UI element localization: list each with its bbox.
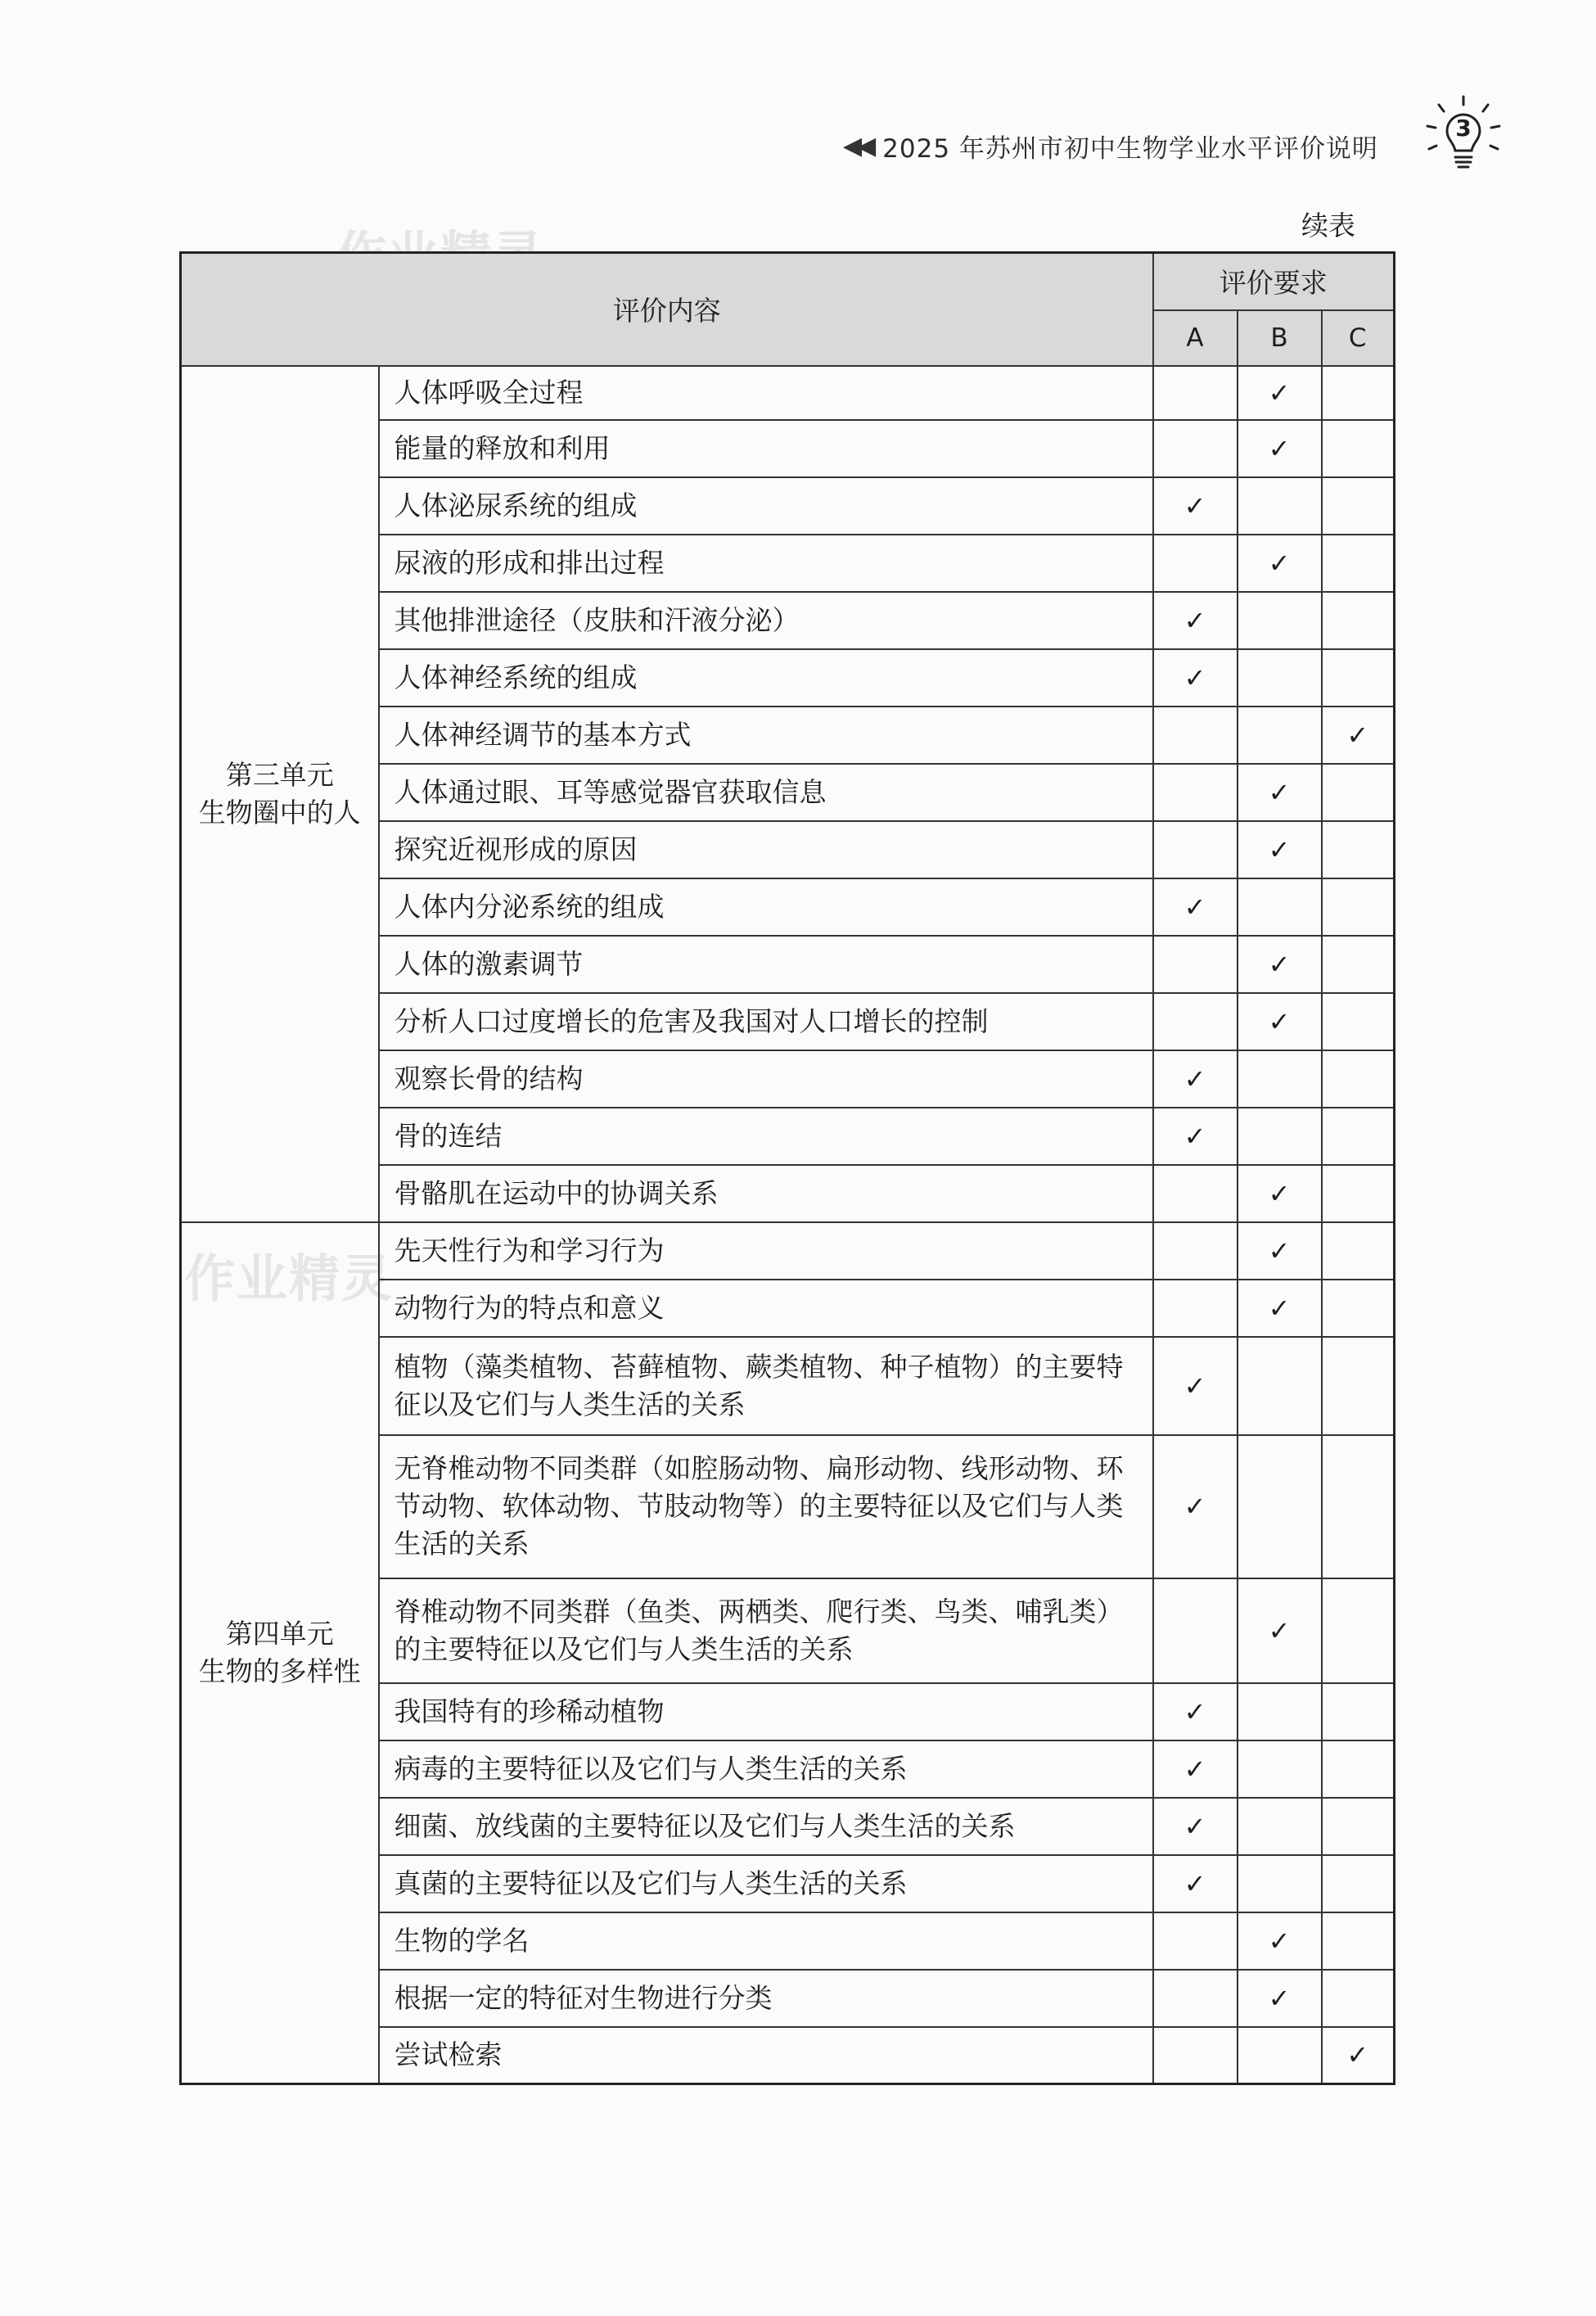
level-c-cell <box>1322 1222 1395 1280</box>
level-c-cell <box>1322 2027 1395 2084</box>
check-mark-icon: ✓ <box>1183 604 1206 636</box>
level-a-cell <box>1153 1050 1238 1108</box>
content-item: 尝试检索 <box>379 2027 1153 2084</box>
header-level-c: C <box>1322 310 1395 366</box>
table-row <box>181 366 1395 420</box>
unit-title: 生物的多样性 <box>198 1655 361 1687</box>
content-item: 其他排泄途径（皮肤和汗液分泌） <box>379 592 1153 649</box>
level-b-cell <box>1238 477 1322 535</box>
check-mark-icon: ✓ <box>1268 1925 1291 1957</box>
level-a-cell <box>1153 1337 1238 1435</box>
level-b-cell <box>1238 420 1322 477</box>
content-item: 真菌的主要特征以及它们与人类生活的关系 <box>379 1855 1153 1912</box>
level-b-cell <box>1238 592 1322 649</box>
level-c-cell <box>1322 936 1395 993</box>
check-mark-icon: ✓ <box>1268 1982 1291 2014</box>
level-c-cell <box>1322 649 1395 707</box>
level-b-cell <box>1238 1798 1322 1855</box>
level-b-cell <box>1238 1578 1322 1683</box>
lightbulb-page-icon <box>1422 92 1513 182</box>
check-mark-icon: ✓ <box>1183 891 1206 923</box>
level-c-cell <box>1322 1435 1395 1578</box>
level-a-cell <box>1153 1578 1238 1683</box>
level-c-cell <box>1322 1855 1395 1912</box>
level-c-cell <box>1322 1798 1395 1855</box>
check-mark-icon: ✓ <box>1346 2039 1369 2071</box>
level-b-cell <box>1238 1165 1322 1222</box>
check-mark-icon: ✓ <box>1268 948 1291 980</box>
level-b-cell <box>1238 1740 1322 1798</box>
level-a-cell <box>1153 1435 1238 1578</box>
double-arrow-icon: ◀◀ <box>843 131 872 160</box>
content-item: 我国特有的珍稀动植物 <box>379 1683 1153 1740</box>
content-item: 人体神经系统的组成 <box>379 649 1153 707</box>
header-content: 评价内容 <box>181 253 1153 366</box>
level-b-cell <box>1238 1435 1322 1578</box>
level-a-cell <box>1153 764 1238 821</box>
level-b-cell <box>1238 878 1322 936</box>
level-b-cell <box>1238 1222 1322 1280</box>
level-a-cell <box>1153 821 1238 878</box>
check-mark-icon: ✓ <box>1183 661 1206 693</box>
level-c-cell <box>1322 764 1395 821</box>
level-c-cell <box>1322 1578 1395 1683</box>
level-b-cell <box>1238 993 1322 1050</box>
level-a-cell <box>1153 707 1238 764</box>
check-mark-icon: ✓ <box>1268 1292 1291 1324</box>
unit-number: 第四单元 <box>225 1617 334 1650</box>
level-b-cell <box>1238 936 1322 993</box>
level-c-cell <box>1322 1683 1395 1740</box>
check-mark-icon: ✓ <box>1268 1614 1291 1646</box>
level-a-cell <box>1153 1912 1238 1970</box>
content-item: 植物（藻类植物、苔藓植物、蕨类植物、种子植物）的主要特征以及它们与人类生活的关系 <box>379 1337 1153 1435</box>
level-a-cell <box>1153 2027 1238 2084</box>
level-c-cell <box>1322 821 1395 878</box>
level-b-cell <box>1238 1280 1322 1337</box>
level-a-cell <box>1153 1683 1238 1740</box>
header-level-b: B <box>1238 310 1322 366</box>
content-item: 动物行为的特点和意义 <box>379 1280 1153 1337</box>
level-b-cell <box>1238 1970 1322 2027</box>
continued-label: 续表 <box>1301 210 1355 242</box>
level-c-cell <box>1322 477 1395 535</box>
unit-number: 第三单元 <box>225 758 334 791</box>
content-item: 人体内分泌系统的组成 <box>379 878 1153 936</box>
level-c-cell <box>1322 592 1395 649</box>
check-mark-icon: ✓ <box>1346 719 1369 751</box>
watermark: 作业精灵 <box>184 1248 394 1308</box>
level-a-cell <box>1153 535 1238 592</box>
level-b-cell <box>1238 764 1322 821</box>
level-a-cell <box>1153 420 1238 477</box>
header-requirement: 评价要求 <box>1153 253 1395 310</box>
level-b-cell <box>1238 821 1322 878</box>
level-a-cell <box>1153 1855 1238 1912</box>
level-b-cell <box>1238 1108 1322 1165</box>
content-item: 细菌、放线菌的主要特征以及它们与人类生活的关系 <box>379 1798 1153 1855</box>
content-item: 无脊椎动物不同类群（如腔肠动物、扁形动物、线形动物、环节动物、软体动物、节肢动物等）的主要特征以及它们与人类生活的关系 <box>379 1435 1153 1578</box>
check-mark-icon: ✓ <box>1268 432 1291 464</box>
check-mark-icon: ✓ <box>1183 1867 1206 1899</box>
check-mark-icon: ✓ <box>1183 1753 1206 1785</box>
content-item: 观察长骨的结构 <box>379 1050 1153 1108</box>
unit-cell <box>181 1222 379 2084</box>
header-title: 2025 年苏州市初中生物学业水平评价说明 <box>882 133 1378 164</box>
content-item: 生物的学名 <box>379 1912 1153 1970</box>
level-a-cell <box>1153 1165 1238 1222</box>
header-level-a: A <box>1153 310 1238 366</box>
level-a-cell <box>1153 477 1238 535</box>
content-item: 人体通过眼、耳等感觉器官获取信息 <box>379 764 1153 821</box>
table-row <box>181 1222 1395 1280</box>
page-number: 3 <box>1455 115 1472 142</box>
level-c-cell <box>1322 1740 1395 1798</box>
content-item: 能量的释放和利用 <box>379 420 1153 477</box>
content-item: 骨的连结 <box>379 1108 1153 1165</box>
content-item: 脊椎动物不同类群（鱼类、两栖类、爬行类、鸟类、哺乳类）的主要特征以及它们与人类生活的关系 <box>379 1578 1153 1683</box>
check-mark-icon: ✓ <box>1268 1235 1291 1266</box>
check-mark-icon: ✓ <box>1183 1120 1206 1152</box>
level-c-cell <box>1322 1050 1395 1108</box>
table-body <box>181 366 1395 2084</box>
level-b-cell <box>1238 366 1322 420</box>
level-b-cell <box>1238 1683 1322 1740</box>
level-a-cell <box>1153 993 1238 1050</box>
level-c-cell <box>1322 1912 1395 1970</box>
level-b-cell <box>1238 707 1322 764</box>
level-a-cell <box>1153 1222 1238 1280</box>
level-c-cell <box>1322 420 1395 477</box>
level-c-cell <box>1322 878 1395 936</box>
content-item: 探究近视形成的原因 <box>379 821 1153 878</box>
content-item: 分析人口过度增长的危害及我国对人口增长的控制 <box>379 993 1153 1050</box>
content-item: 尿液的形成和排出过程 <box>379 535 1153 592</box>
level-a-cell <box>1153 1740 1238 1798</box>
check-mark-icon: ✓ <box>1268 833 1291 865</box>
level-c-cell <box>1322 1165 1395 1222</box>
level-c-cell <box>1322 707 1395 764</box>
running-header <box>843 121 1416 170</box>
level-c-cell <box>1322 1108 1395 1165</box>
content-item: 人体神经调节的基本方式 <box>379 707 1153 764</box>
level-c-cell <box>1322 535 1395 592</box>
check-mark-icon: ✓ <box>1183 1370 1206 1402</box>
level-b-cell <box>1238 1855 1322 1912</box>
unit-cell <box>181 366 379 1222</box>
level-b-cell <box>1238 1337 1322 1435</box>
check-mark-icon: ✓ <box>1268 1005 1291 1037</box>
level-a-cell <box>1153 592 1238 649</box>
check-mark-icon: ✓ <box>1268 776 1291 808</box>
evaluation-table <box>179 251 1395 2085</box>
content-item: 骨骼肌在运动中的协调关系 <box>379 1165 1153 1222</box>
level-a-cell <box>1153 878 1238 936</box>
check-mark-icon: ✓ <box>1268 547 1291 579</box>
level-a-cell <box>1153 1970 1238 2027</box>
level-b-cell <box>1238 1912 1322 1970</box>
level-a-cell <box>1153 936 1238 993</box>
level-c-cell <box>1322 1970 1395 2027</box>
content-item: 根据一定的特征对生物进行分类 <box>379 1970 1153 2027</box>
level-a-cell <box>1153 649 1238 707</box>
level-b-cell <box>1238 649 1322 707</box>
check-mark-icon: ✓ <box>1183 490 1206 521</box>
level-c-cell <box>1322 993 1395 1050</box>
check-mark-icon: ✓ <box>1183 1810 1206 1842</box>
content-item: 人体呼吸全过程 <box>379 366 1153 420</box>
check-mark-icon: ✓ <box>1183 1491 1206 1522</box>
check-mark-icon: ✓ <box>1183 1695 1206 1727</box>
content-item: 病毒的主要特征以及它们与人类生活的关系 <box>379 1740 1153 1798</box>
check-mark-icon: ✓ <box>1268 1177 1291 1209</box>
level-b-cell <box>1238 535 1322 592</box>
level-a-cell <box>1153 1108 1238 1165</box>
level-c-cell <box>1322 1337 1395 1435</box>
level-b-cell <box>1238 1050 1322 1108</box>
level-b-cell <box>1238 2027 1322 2084</box>
level-c-cell <box>1322 1280 1395 1337</box>
level-c-cell <box>1322 366 1395 420</box>
content-item: 人体泌尿系统的组成 <box>379 477 1153 535</box>
level-a-cell <box>1153 1280 1238 1337</box>
unit-title: 生物圈中的人 <box>198 796 361 828</box>
content-item: 人体的激素调节 <box>379 936 1153 993</box>
content-item: 先天性行为和学习行为 <box>379 1222 1153 1280</box>
check-mark-icon: ✓ <box>1183 1063 1206 1095</box>
check-mark-icon: ✓ <box>1268 377 1291 409</box>
level-a-cell <box>1153 1798 1238 1855</box>
level-a-cell <box>1153 366 1238 420</box>
